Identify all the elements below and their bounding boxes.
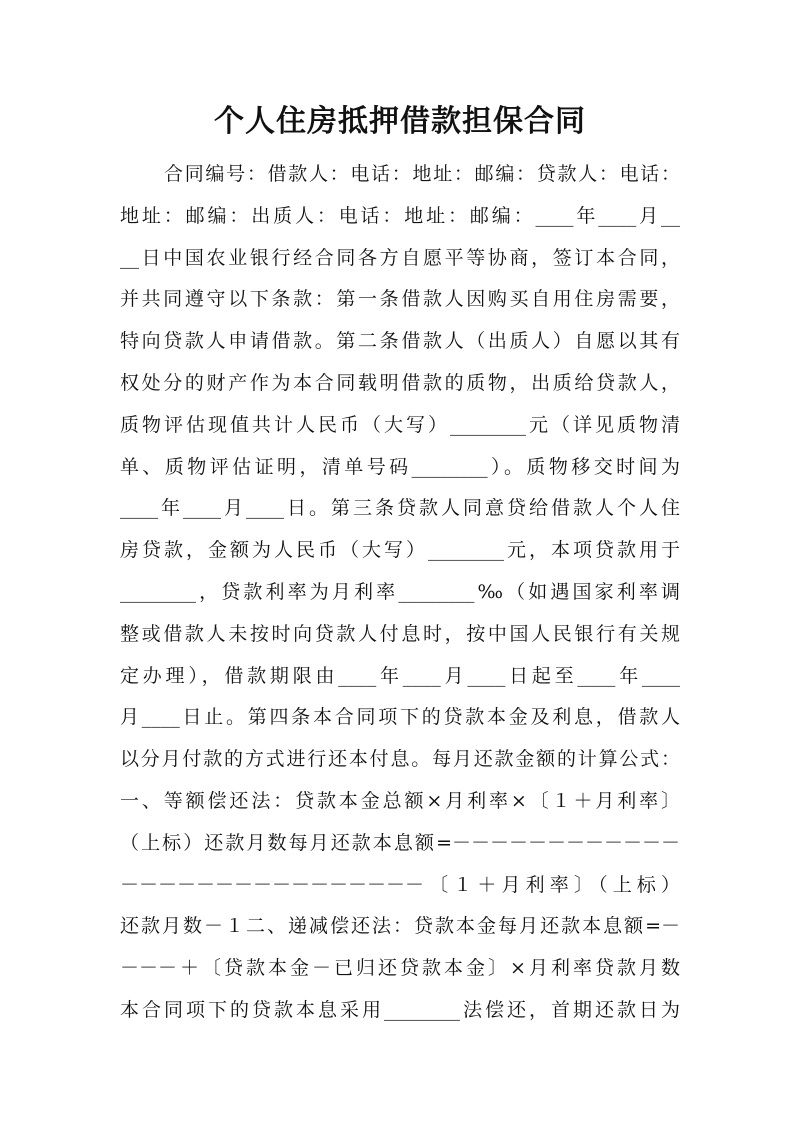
body-line: 并共同遵守以下条款：第一条借款人因购买自用住房需要， — [120, 288, 680, 311]
body-line: 质物评估现值共计人民币（大写）________元（详见质物清 — [120, 413, 680, 436]
body-line: （上标）还款月数每月还款本息额=－－－－－－－－－－－－ — [120, 831, 680, 854]
document-title: 个人住房抵押借款担保合同 — [214, 104, 586, 139]
body-line: 单、质物评估证明，清单号码________）。质物移交时间为 — [120, 455, 680, 478]
body-line: －－－＋〔贷款本金－已归还贷款本金〕×月利率贷款月数 — [120, 957, 680, 980]
body-line: 本合同项下的贷款本息采用________法偿还，首期还款日为 — [120, 998, 680, 1021]
body-line: 定办理），借款期限由____年____月____日起至____年____ — [120, 664, 680, 687]
body-line: 还款月数－１二、递减偿还法：贷款本金每月还款本息额=－ — [120, 915, 680, 938]
body-line: 一、等额偿还法：贷款本金总额×月利率×〔１＋月利率〕 — [120, 789, 680, 812]
body-line: ________，贷款利率为月利率________‰（如遇国家利率调 — [120, 580, 680, 603]
body-line: －－－－－－－－－－－－－－－－〔１＋月利率〕（上标） — [120, 873, 680, 896]
body-line: 特向贷款人申请借款。第二条借款人（出质人）自愿以其有 — [120, 330, 680, 353]
body-line: 整或借款人未按时向贷款人付息时，按中国人民银行有关规 — [120, 622, 680, 645]
body-line: ____年____月____日。第三条贷款人同意贷给借款人个人住 — [120, 497, 680, 520]
body-line: 房贷款，金额为人民币（大写）________元，本项贷款用于 — [120, 539, 680, 562]
body-line: 地址：邮编：出质人：电话：地址：邮编：____年____月__ — [120, 204, 680, 227]
body-line: 合同编号：借款人：电话：地址：邮编：贷款人：电话： — [164, 163, 680, 185]
body-line: __日中国农业银行经合同各方自愿平等协商，签订本合同， — [120, 246, 680, 269]
body-line: 权处分的财产作为本合同载明借款的质物，出质给贷款人， — [120, 371, 680, 394]
document-body — [120, 154, 680, 1032]
body-line: 月____日止。第四条本合同项下的贷款本金及利息，借款人 — [120, 706, 680, 729]
body-line: 以分月付款的方式进行还本付息。每月还款金额的计算公式： — [120, 748, 680, 771]
